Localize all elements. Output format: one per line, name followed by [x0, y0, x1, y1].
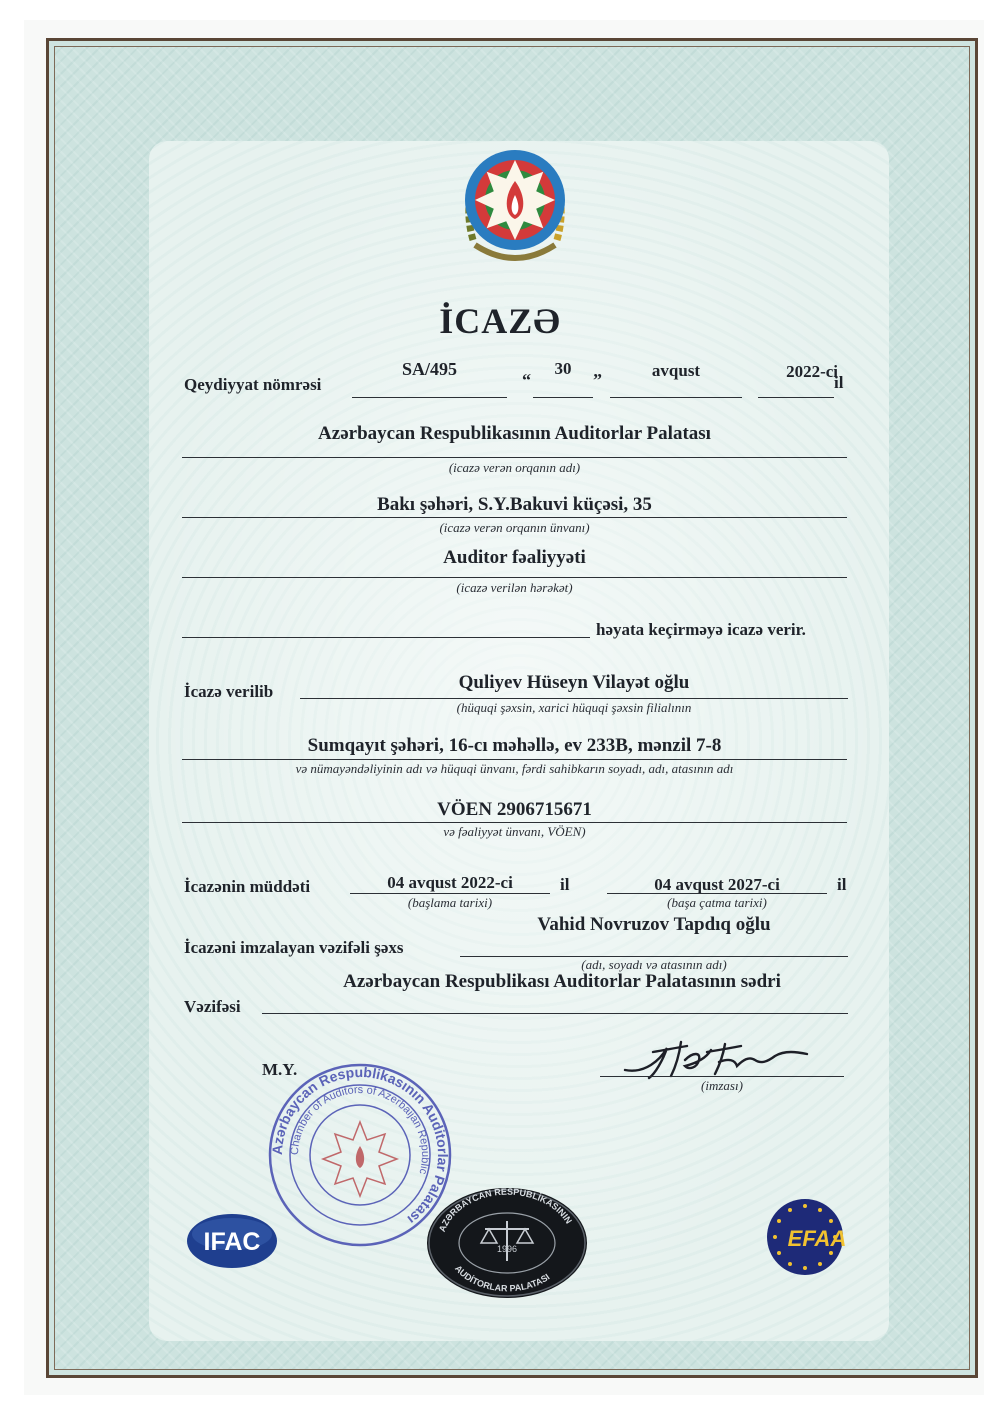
holder-name: Quliyev Hüseyn Vilayət oğlu [458, 672, 690, 693]
permit-statement: həyata keçirməyə icazə verir. [596, 620, 806, 639]
validity-end-line [607, 893, 827, 894]
position-value: Azərbaycan Respublikası Auditorlar Palatasının sədri [343, 971, 781, 992]
tax-id-line [182, 822, 847, 823]
validity-end: 04 avqust 2027-ci [654, 875, 780, 894]
month-line [610, 397, 742, 398]
signature-caption: (imzası) [701, 1078, 743, 1093]
issuer-name-line [182, 457, 847, 458]
registration-year: 2022-ci [786, 362, 838, 381]
issuer-name-caption: (icazə verən orqanın adı) [448, 460, 581, 475]
signer-caption: (adı, soyadı və atasının adı) [581, 957, 727, 972]
registration-number-line [352, 397, 507, 398]
registration-number: SA/495 [401, 359, 457, 379]
azerbaijan-emblem-icon [455, 145, 575, 270]
validity-end-caption: (başa çatma tarixi) [667, 895, 767, 910]
activity-caption: (icazə verilən hərəkət) [456, 580, 573, 595]
issuer-name: Azərbaycan Respublikasının Auditorlar Palatası [318, 423, 711, 444]
activity-line [182, 577, 847, 578]
holder-caption-1: (hüquqi şəxsin, xarici hüquqi şəxsin filialının [456, 700, 692, 715]
year-line [758, 397, 834, 398]
holder-address-line [182, 759, 847, 760]
holder-address: Sumqayıt şəhəri, 16-cı məhəllə, ev 233B, mənzil 7-8 [307, 735, 722, 756]
holder-tax-id: VÖEN 2906715671 [437, 799, 592, 820]
signer-name: Vahid Novruzov Tapdıq oğlu [537, 914, 771, 935]
seal-top-text: AZƏRBAYCAN RESPUBLİKASININ [436, 1186, 574, 1234]
validity-il-1: il [560, 875, 570, 894]
validity-il-2: il [837, 875, 847, 894]
signature-line [600, 1076, 844, 1077]
stamp-outer-text: Azərbaycan Respublikasının Auditorlar Palatası [268, 1063, 452, 1228]
year-suffix: il [834, 373, 844, 392]
efaa-logo-text: EFAA [787, 1226, 847, 1251]
ifac-logo-icon [185, 1212, 280, 1270]
chamber-seal-icon [425, 1185, 590, 1300]
holder-caption-3: və fəaliyyət ünvanı, VÖEN) [443, 824, 586, 839]
signer-label: İcazəni imzalayan vəzifəli şəxs [184, 938, 404, 957]
close-quote: ” [593, 370, 602, 390]
validity-start-caption: (başlama tarixi) [407, 895, 493, 910]
issuer-address: Bakı şəhəri, S.Y.Bakuvi küçəsi, 35 [377, 494, 652, 515]
seal-bottom-text: AUDİTORLAR PALATASI [452, 1263, 552, 1294]
position-label: Vəzifəsi [184, 997, 241, 1016]
holder-label: İcazə verilib [184, 682, 274, 701]
efaa-logo-icon [765, 1197, 850, 1282]
issuer-address-caption: (icazə verən orqanın ünvanı) [439, 520, 590, 535]
holder-caption-2: və nümayəndəliyinin adı və hüquqi ünvanı, fərdi sahibkarın soyadı, adı, atasının adı [295, 761, 734, 776]
licensed-activity: Auditor fəaliyyəti [443, 547, 586, 568]
registration-day: 30 [554, 359, 572, 378]
open-quote: “ [522, 370, 531, 390]
stamp-inner-text: Chamber of Auditors of Azerbaijan Republic [288, 1083, 432, 1176]
seal-year-text: 1996 [496, 1244, 518, 1254]
registration-label: Qeydiyyat nömrəsi [184, 375, 322, 394]
issuer-address-line [182, 517, 847, 518]
validity-start: 04 avqust 2022-ci [387, 873, 513, 892]
stamp-label: M.Y. [262, 1060, 298, 1079]
validity-start-line [350, 893, 550, 894]
validity-label: İcazənin müddəti [184, 877, 311, 896]
registration-month: avqust [651, 361, 701, 380]
day-line [533, 397, 593, 398]
position-line [262, 1013, 848, 1014]
ifac-logo-text: IFAC [203, 1228, 261, 1256]
holder-name-line [300, 698, 848, 699]
permit-blank-line [182, 637, 590, 638]
document-title: İCAZƏ [439, 301, 561, 341]
